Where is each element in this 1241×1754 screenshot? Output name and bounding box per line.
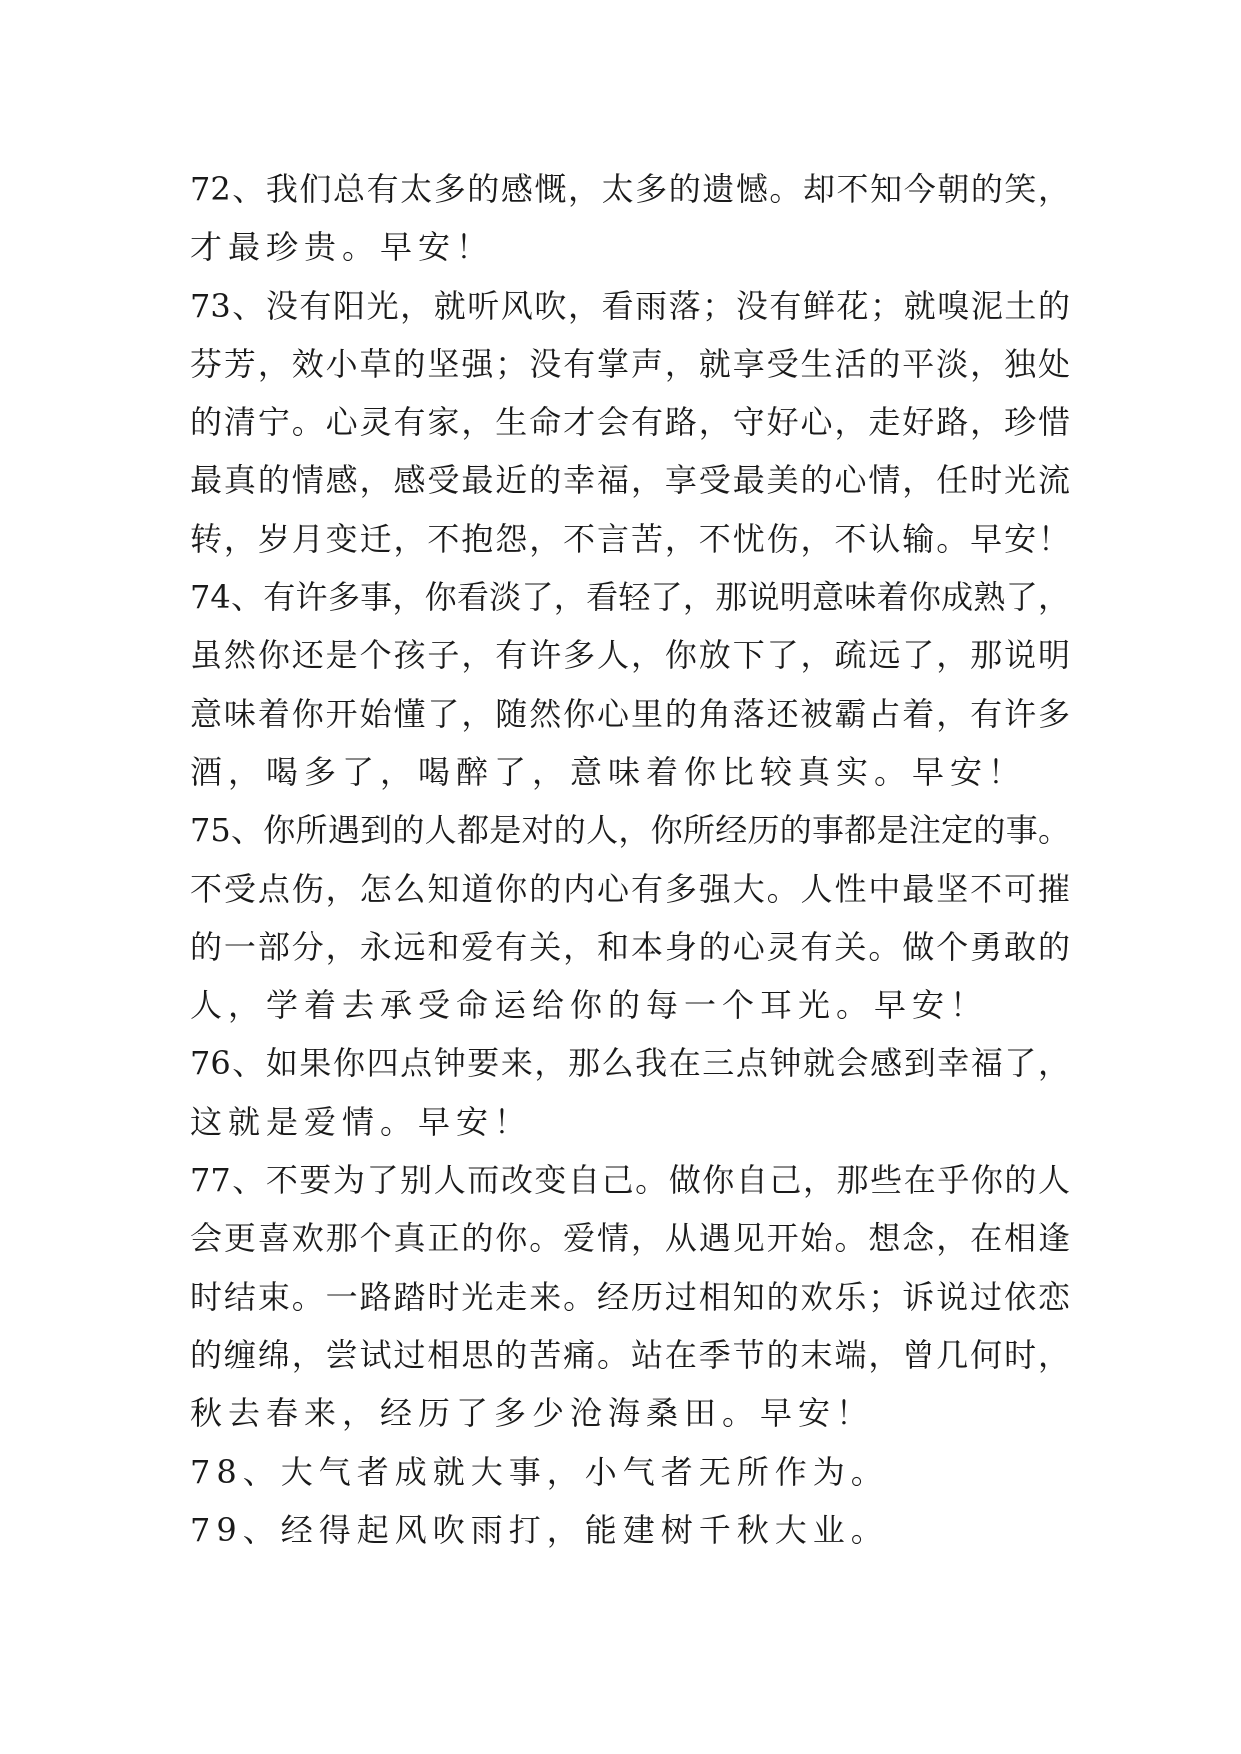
text-line: 73、没有阳光，就听风吹，看雨落；没有鲜花；就嗅泥土的 — [190, 286, 1070, 325]
text-line: 76、如果你四点钟要来，那么我在三点钟就会感到幸福了， — [190, 1044, 1070, 1083]
text-line: 的清宁。心灵有家，生命才会有路，守好心，走好路，珍惜 — [190, 403, 1070, 442]
text-line: 意味着你开始懂了，随然你心里的角落还被霸占着，有许多 — [190, 694, 1070, 733]
text-line: 的一部分，永远和爱有关，和本身的心灵有关。做个勇敢的 — [190, 927, 1070, 966]
text-line: 不受点伤，怎么知道你的内心有多强大。人性中最坚不可摧 — [190, 869, 1070, 908]
text-line: 74、有许多事，你看淡了，看轻了，那说明意味着你成熟了， — [190, 578, 1070, 617]
text-line: 秋去春来，经历了多少沧海桑田。早安！ — [190, 1394, 875, 1433]
text-line: 会更喜欢那个真正的你。爱情，从遇见开始。想念，在相逢 — [190, 1219, 1070, 1258]
text-line: 78、大气者成就大事，小气者无所作为。 — [190, 1452, 889, 1491]
text-line: 时结束。一路踏时光走来。经历过相知的欢乐；诉说过依恋 — [190, 1277, 1070, 1316]
text-line: 转，岁月变迁，不抱怨，不言苦，不忧伤，不认输。早安！ — [190, 519, 1070, 558]
text-line: 79、经得起风吹雨打，能建树千秋大业。 — [190, 1510, 889, 1549]
text-line: 芬芳，效小草的坚强；没有掌声，就享受生活的平淡，独处 — [190, 344, 1070, 383]
text-line: 最真的情感，感受最近的幸福，享受最美的心情，任时光流 — [190, 461, 1070, 500]
text-line: 这就是爱情。早安！ — [190, 1102, 533, 1141]
text-line: 虽然你还是个孩子，有许多人，你放下了，疏远了，那说明 — [190, 636, 1070, 675]
text-line: 人，学着去承受命运给你的每一个耳光。早安！ — [190, 986, 989, 1025]
text-line: 75、你所遇到的人都是对的人，你所经历的事都是注定的事。 — [190, 811, 1070, 850]
text-line: 77、不要为了别人而改变自己。做你自己，那些在乎你的人 — [190, 1161, 1070, 1200]
text-line: 才最珍贵。早安！ — [190, 228, 495, 267]
text-line: 酒，喝多了，喝醉了，意味着你比较真实。早安！ — [190, 752, 1027, 791]
text-line: 72、我们总有太多的感慨，太多的遗憾。却不知今朝的笑， — [190, 170, 1070, 208]
document-body — [190, 160, 1070, 1559]
text-line: 的缠绵，尝试过相思的苦痛。站在季节的末端，曾几何时， — [190, 1335, 1070, 1374]
